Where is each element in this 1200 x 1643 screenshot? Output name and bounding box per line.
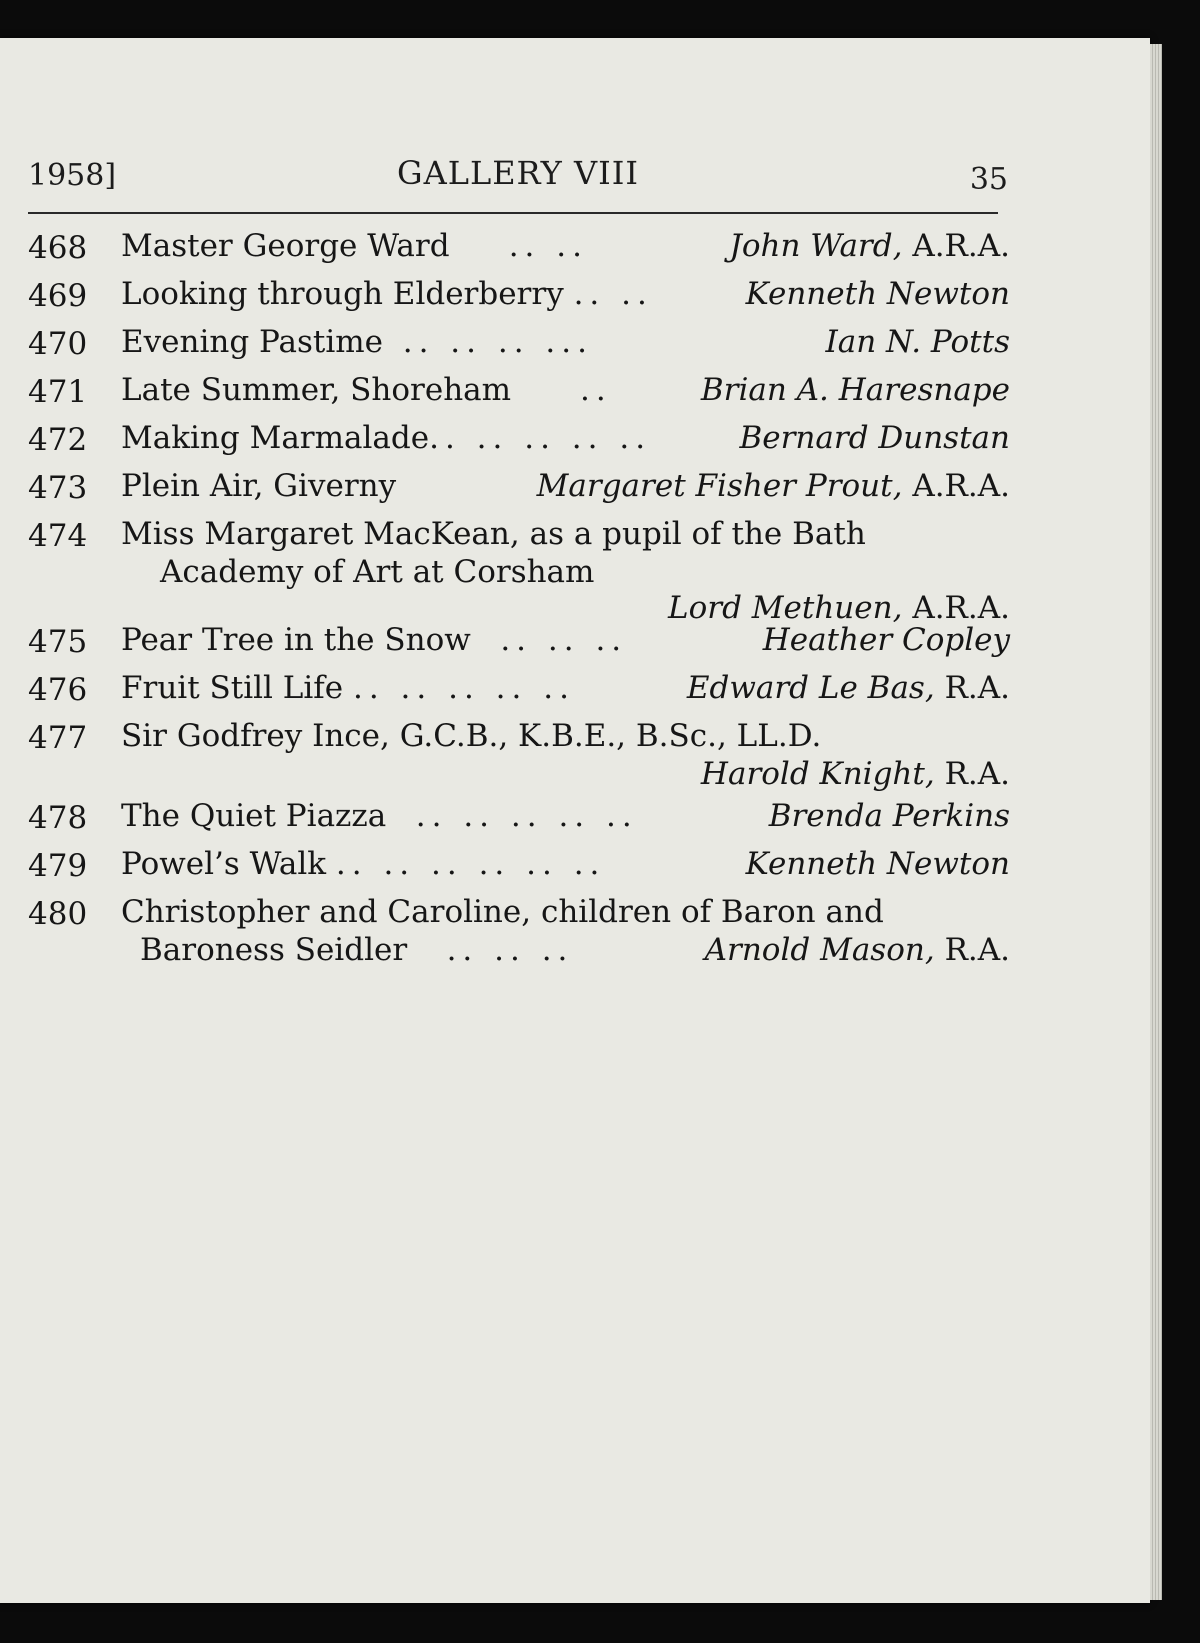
- entry-number: 470: [28, 326, 88, 362]
- entry-number: 473: [28, 470, 88, 506]
- entry-title-line2: Academy of Art at Corsham: [160, 554, 595, 590]
- entry-471: [28, 370, 1010, 418]
- leader-dots: .. .. ..: [446, 932, 574, 968]
- entry-artist: Brian A. Haresnape: [700, 372, 1010, 408]
- entry-title: Late Summer, Shoreham ..: [121, 372, 612, 408]
- leader-dots: .. .. .. .. ..: [353, 670, 575, 706]
- entry-title: Looking through Elderberry .. ..: [121, 276, 653, 312]
- entry-artist: Edward Le Bas, R.A.: [686, 670, 1010, 706]
- entry-title-line2: Baroness Seidler .. .. ..: [140, 932, 574, 968]
- header-title: GALLERY VIII: [397, 154, 639, 192]
- entry-number: 471: [28, 374, 88, 410]
- entry-478: [28, 796, 1010, 844]
- entry-473: [28, 466, 1010, 514]
- entry-title: Master George Ward .. ..: [121, 228, 588, 264]
- entry-475: [28, 620, 1010, 668]
- header-rule: [28, 212, 998, 214]
- entry-476: [28, 668, 1010, 716]
- leader-dots: .. .. .. ...: [402, 324, 593, 360]
- entry-number: 472: [28, 422, 88, 458]
- entry-number: 477: [28, 720, 88, 756]
- entry-title: The Quiet Piazza .. .. .. .. ..: [121, 798, 638, 834]
- entry-title: Sir Godfrey Ince, G.C.B., K.B.E., B.Sc., LL.D.: [121, 718, 822, 754]
- entry-title: Making Marmalade.. .. .. .. ..: [121, 420, 652, 456]
- entry-artist: Brenda Perkins: [768, 798, 1010, 834]
- entry-artist: Harold Knight, R.A.: [700, 756, 1010, 792]
- entry-title: Miss Margaret MacKean, as a pupil of the Bath: [121, 516, 866, 552]
- entry-number: 469: [28, 278, 88, 314]
- header-page-number: 35: [969, 162, 1008, 197]
- entry-number: 480: [28, 896, 88, 932]
- entry-number: 475: [28, 624, 88, 660]
- leader-dots: .. .. .. .. ..: [415, 798, 638, 834]
- entry-artist: Heather Copley: [762, 622, 1010, 658]
- entry-title: Plein Air, Giverny: [121, 468, 397, 504]
- entry-number: 479: [28, 848, 88, 884]
- entry-list: [28, 226, 1010, 972]
- entry-480: [28, 892, 1010, 972]
- entry-469: [28, 274, 1010, 322]
- entry-474: [28, 514, 1010, 626]
- entry-artist: Kenneth Newton: [745, 846, 1010, 882]
- entry-artist: Ian N. Potts: [825, 324, 1010, 360]
- header-year: 1958]: [28, 158, 117, 193]
- entry-title: Powel’s Walk .. .. .. .. .. ..: [121, 846, 606, 882]
- entry-number: 474: [28, 518, 88, 554]
- leader-dots: .. ..: [573, 276, 653, 312]
- page-header: [28, 152, 1008, 197]
- leader-dots: .. ..: [508, 228, 588, 264]
- entry-title: Fruit Still Life .. .. .. .. ..: [121, 670, 575, 706]
- entry-477: [28, 716, 1010, 796]
- entry-artist: Kenneth Newton: [745, 276, 1010, 312]
- leader-dots: ..: [580, 372, 612, 408]
- entry-artist: Arnold Mason, R.A.: [704, 932, 1010, 968]
- page-edge: [1150, 44, 1162, 1600]
- entry-468: [28, 226, 1010, 274]
- entry-number: 476: [28, 672, 88, 708]
- entry-479: [28, 844, 1010, 892]
- entry-title: Evening Pastime .. .. .. ...: [121, 324, 593, 360]
- entry-470: [28, 322, 1010, 370]
- entry-472: [28, 418, 1010, 466]
- entry-number: 468: [28, 230, 88, 266]
- entry-artist: Lord Methuen, A.R.A.: [668, 590, 1010, 626]
- entry-title: Pear Tree in the Snow .. .. ..: [121, 622, 628, 658]
- entry-title: Christopher and Caroline, children of Baron and: [121, 894, 884, 930]
- leader-dots: .. .. .. .. ..: [429, 420, 652, 456]
- leader-dots: .. .. .. .. .. ..: [335, 846, 606, 882]
- leader-dots: .. .. ..: [500, 622, 628, 658]
- entry-artist: John Ward, A.R.A.: [729, 228, 1010, 264]
- entry-artist: Margaret Fisher Prout, A.R.A.: [536, 468, 1010, 504]
- entry-artist: Bernard Dunstan: [739, 420, 1010, 456]
- entry-number: 478: [28, 800, 88, 836]
